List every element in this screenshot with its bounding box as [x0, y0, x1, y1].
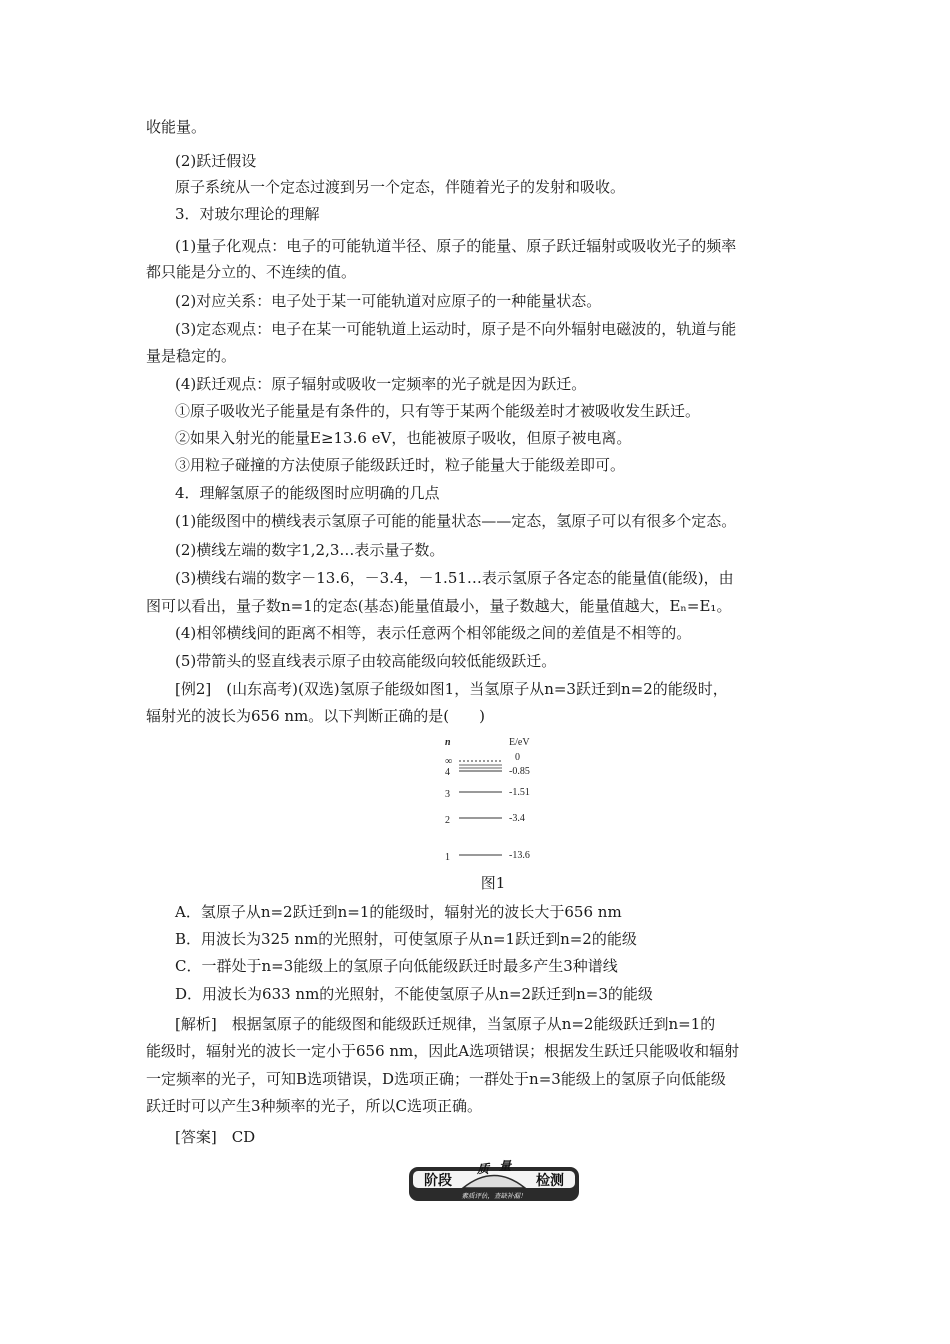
badge-subtitle: 素质评估，查缺补漏！ — [461, 1192, 527, 1200]
analysis-text: 跃迁时可以产生3种频率的光子，所以C选项正确。 — [146, 1097, 483, 1115]
text-line: (2)横线左端的数字1,2,3…表示量子数。 — [175, 541, 445, 559]
text-line: 图可以看出，量子数n=1的定态(基态)能量值最小，量子数越大，能量值越大，Eₙ=E₁。 — [146, 597, 732, 615]
level-n-2: 2 — [445, 815, 450, 826]
analysis-text: 一定频率的光子，可知B选项错误，D选项正确；一群处于n=3能级上的氢原子向低能级 — [146, 1070, 726, 1088]
text-line: 都只能是分立的、不连续的值。 — [146, 263, 357, 281]
section-heading: 3．对玻尔理论的理解 — [175, 205, 320, 223]
analysis-text: 能级时，辐射光的波长一定小于656 nm，因此A选项错误；根据发生跃迁只能吸收和辐射 — [146, 1042, 740, 1060]
text-line: (2)对应关系：电子处于某一可能轨道对应原子的一种能量状态。 — [175, 292, 602, 310]
option-a: A．氢原子从n=2跃迁到n=1的能级时，辐射光的波长大于656 nm — [175, 903, 622, 921]
level-e-1: -13.6 — [509, 850, 530, 861]
text-line: 原子系统从一个定态过渡到另一个定态，伴随着光子的发射和吸收。 — [175, 178, 626, 196]
level-n-3: 3 — [445, 789, 450, 800]
text-line: (1)能级图中的横线表示氢原子可能的能量状态——定态，氢原子可以有很多个定态。 — [175, 512, 737, 530]
level-e-4: -0.85 — [509, 766, 530, 777]
text-line: (4)相邻横线间的距离不相等，表示任意两个相邻能级之间的差值是不相等的。 — [175, 624, 692, 642]
level-n-1: 1 — [445, 852, 450, 863]
option-c: C．一群处于n=3能级上的氢原子向低能级跃迁时最多产生3种谱线 — [175, 957, 618, 975]
text-line: (3)定态观点：电子在某一可能轨道上运动时，原子是不向外辐射电磁波的，轨道与能 — [175, 320, 737, 338]
stage-check-badge — [405, 1157, 583, 1207]
text-line: (4)跃迁观点：原子辐射或吸收一定频率的光子就是因为跃迁。 — [175, 375, 587, 393]
axis-label-n: n — [445, 737, 451, 748]
figure-caption: 图1 — [480, 874, 506, 892]
answer-line: [答案] CD — [175, 1128, 256, 1146]
option-b: B．用波长为325 nm的光照射，可使氢原子从n=1跃迁到n=2的能级 — [175, 930, 637, 948]
section-heading: 4．理解氢原子的能级图时应明确的几点 — [175, 484, 440, 502]
badge-word-top2: 量 — [498, 1159, 512, 1173]
badge-word-top1: 质 — [476, 1162, 490, 1176]
axis-label-energy: E/eV — [509, 737, 530, 748]
level-e-inf: 0 — [515, 752, 520, 763]
badge-word-left: 阶段 — [424, 1173, 452, 1189]
text-line: ②如果入射光的能量E≥13.6 eV，也能被原子吸收，但原子被电离。 — [175, 429, 632, 447]
badge-word-right: 检测 — [536, 1173, 564, 1189]
text-line: ①原子吸收光子能量是有条件的，只有等于某两个能级差时才被吸收发生跃迁。 — [175, 402, 701, 420]
level-e-3: -1.51 — [509, 787, 530, 798]
level-n-inf: ∞ — [445, 756, 453, 767]
text-line: 辐射光的波长为656 nm。以下判断正确的是( ) — [146, 707, 485, 725]
text-line: (1)量子化观点：电子的可能轨道半径、原子的能量、原子跃迁辐射或吸收光子的频率 — [175, 237, 737, 255]
option-d: D．用波长为633 nm的光照射，不能使氢原子从n=2跃迁到n=3的能级 — [175, 985, 653, 1003]
text-line: ③用粒子碰撞的方法使原子能级跃迁时，粒子能量大于能级差即可。 — [175, 456, 626, 474]
text-line: (5)带箭头的竖直线表示原子由较高能级向较低能级跃迁。 — [175, 652, 557, 670]
energy-level-diagram — [435, 733, 555, 868]
example-title: [例2] (山东高考)(双选)氢原子能级如图1，当氢原子从n=3跃迁到n=2的能级时， — [175, 680, 728, 698]
level-n-4: 4 — [445, 767, 450, 778]
text-line: 量是稳定的。 — [146, 347, 237, 365]
subheading: (2)跃迁假设 — [175, 152, 257, 170]
text-line: 收能量。 — [146, 118, 207, 136]
analysis-text: [解析] 根据氢原子的能级图和能级跃迁规律，当氢原子从n=2能级跃迁到n=1的 — [175, 1015, 716, 1033]
level-e-2: -3.4 — [509, 813, 525, 824]
text-line: (3)横线右端的数字－13.6，－3.4，－1.51…表示氢原子各定态的能量值(能级)，由 — [175, 569, 734, 587]
